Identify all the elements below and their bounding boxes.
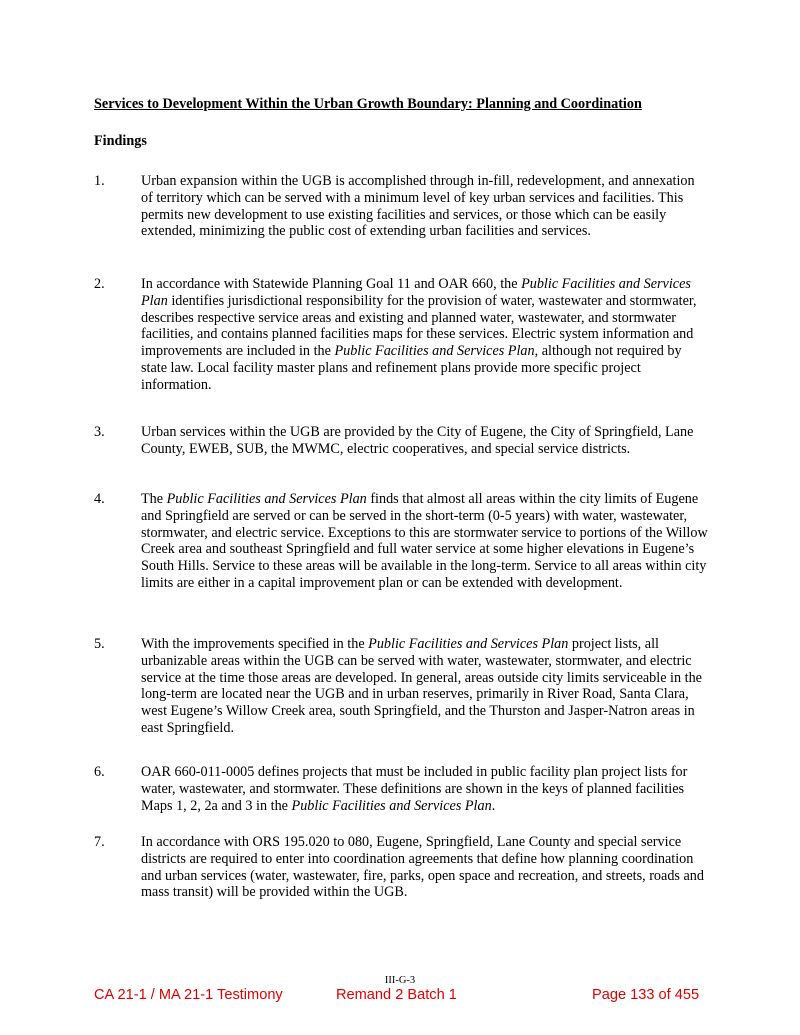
section-heading: Services to Development Within the Urban Growth Boundary: Planning and Coordination [94, 96, 642, 112]
text-run: Urban services within the UGB are provided by the City of Eugene, the City of Springfield, Lane County, EWEB, SUB, the MWMC, electric cooperatives, and special service districts. [141, 424, 694, 457]
finding-number: 7. [94, 834, 105, 850]
text-run: . [491, 797, 496, 814]
text-run: The [141, 491, 167, 507]
text-run: OAR 660-011-0005 defines projects that must be included in public facility plan project lists for water, wastewater, and stormwater. These definitions are shown in the keys of planned facilities Maps 1, 2, 2a and 3 in the [141, 764, 688, 814]
finding-text [141, 173, 709, 240]
text-run: identifies jurisdictional responsibility for the provision of water, wastewater and stormwater, describes respective service areas and existing and planned water, wastewater, and stormwater facilities, and contains planned facilities maps for these services. Electric system information and improvements are included in the [141, 292, 697, 360]
findings-subheading: Findings [94, 133, 147, 149]
plan-title-italic: Public Facilities and Services Plan [291, 797, 492, 814]
finding-number: 5. [94, 636, 105, 652]
finding-item-6 [94, 764, 714, 814]
finding-text [141, 276, 709, 394]
finding-text [141, 424, 709, 458]
text-run: project lists, all urbanizable areas within the UGB can be served with water, wastewater, stormwater, and electric service at the time those areas are developed. In general, areas outside city limits serviceable in the long-term are located near the UGB and in urban reserves, primarily in River Road, Santa Clara, west Eugene’s Willow Creek area, south Springfield, and the Thurston and Jasper-Natron areas in east Springfield. [141, 636, 702, 736]
finding-text [141, 636, 709, 737]
footer-page-count: Page 133 of 455 [592, 987, 700, 1003]
finding-item-7 [94, 834, 714, 901]
finding-item-3 [94, 424, 714, 458]
text-run: , although not required by state law. Local facility master plans and refinement plans provide more specific project information. [141, 343, 682, 393]
finding-number: 3. [94, 424, 105, 440]
page-number: III-G-3 [384, 975, 416, 986]
finding-text [141, 834, 709, 901]
finding-item-2 [94, 276, 714, 394]
finding-text [141, 764, 709, 814]
plan-title-italic: Public Facilities and Services Plan [368, 636, 569, 652]
finding-number: 2. [94, 276, 105, 292]
footer-batch-label: Remand 2 Batch 1 [336, 987, 457, 1003]
finding-item-5 [94, 636, 714, 737]
finding-number: 4. [94, 491, 105, 507]
finding-number: 6. [94, 764, 105, 780]
plan-title-italic: Public Facilities and Services Plan [166, 491, 367, 507]
text-run: Urban expansion within the UGB is accomplished through in-fill, redevelopment, and annexation of territory which can be served with a minimum level of key urban services and facilities. This permits new development to use existing facilities and services, or those which can be easily extended, minimizing the public cost of extending urban facilities and services. [141, 173, 695, 240]
plan-title-italic: Public Facilities and Services Plan [141, 276, 691, 309]
finding-text [141, 491, 709, 592]
text-run: In accordance with ORS 195.020 to 080, Eugene, Springfield, Lane County and special service districts are required to enter into coordination agreements that define how planning coordination and urban services (water, wastewater, fire, parks, open space and recreation, and streets, roads and mass transit) will be provided within the UGB. [141, 834, 704, 901]
footer-testimony-label: CA 21-1 / MA 21-1 Testimony [94, 987, 283, 1003]
finding-item-4 [94, 491, 714, 592]
text-run: With the improvements specified in the [141, 636, 369, 652]
text-run: finds that almost all areas within the city limits of Eugene and Springfield are served or can be served in the short-term (0-5 years) with water, wastewater, stormwater, and electric service. Exceptions to this are stormwater service to portions of the Willow Creek area and southeast Springfield and full water service at some higher elevations in Eugene’s South Hills. Service to these areas will be available in the long-term. Service to all areas within city limits are either in a capital improvement plan or can be extended with development. [141, 491, 708, 591]
text-run: In accordance with Statewide Planning Goal 11 and OAR 660, the [141, 276, 522, 292]
finding-item-1 [94, 173, 714, 240]
finding-number: 1. [94, 173, 105, 189]
plan-title-italic: Public Facilities and Services Plan [334, 343, 535, 360]
